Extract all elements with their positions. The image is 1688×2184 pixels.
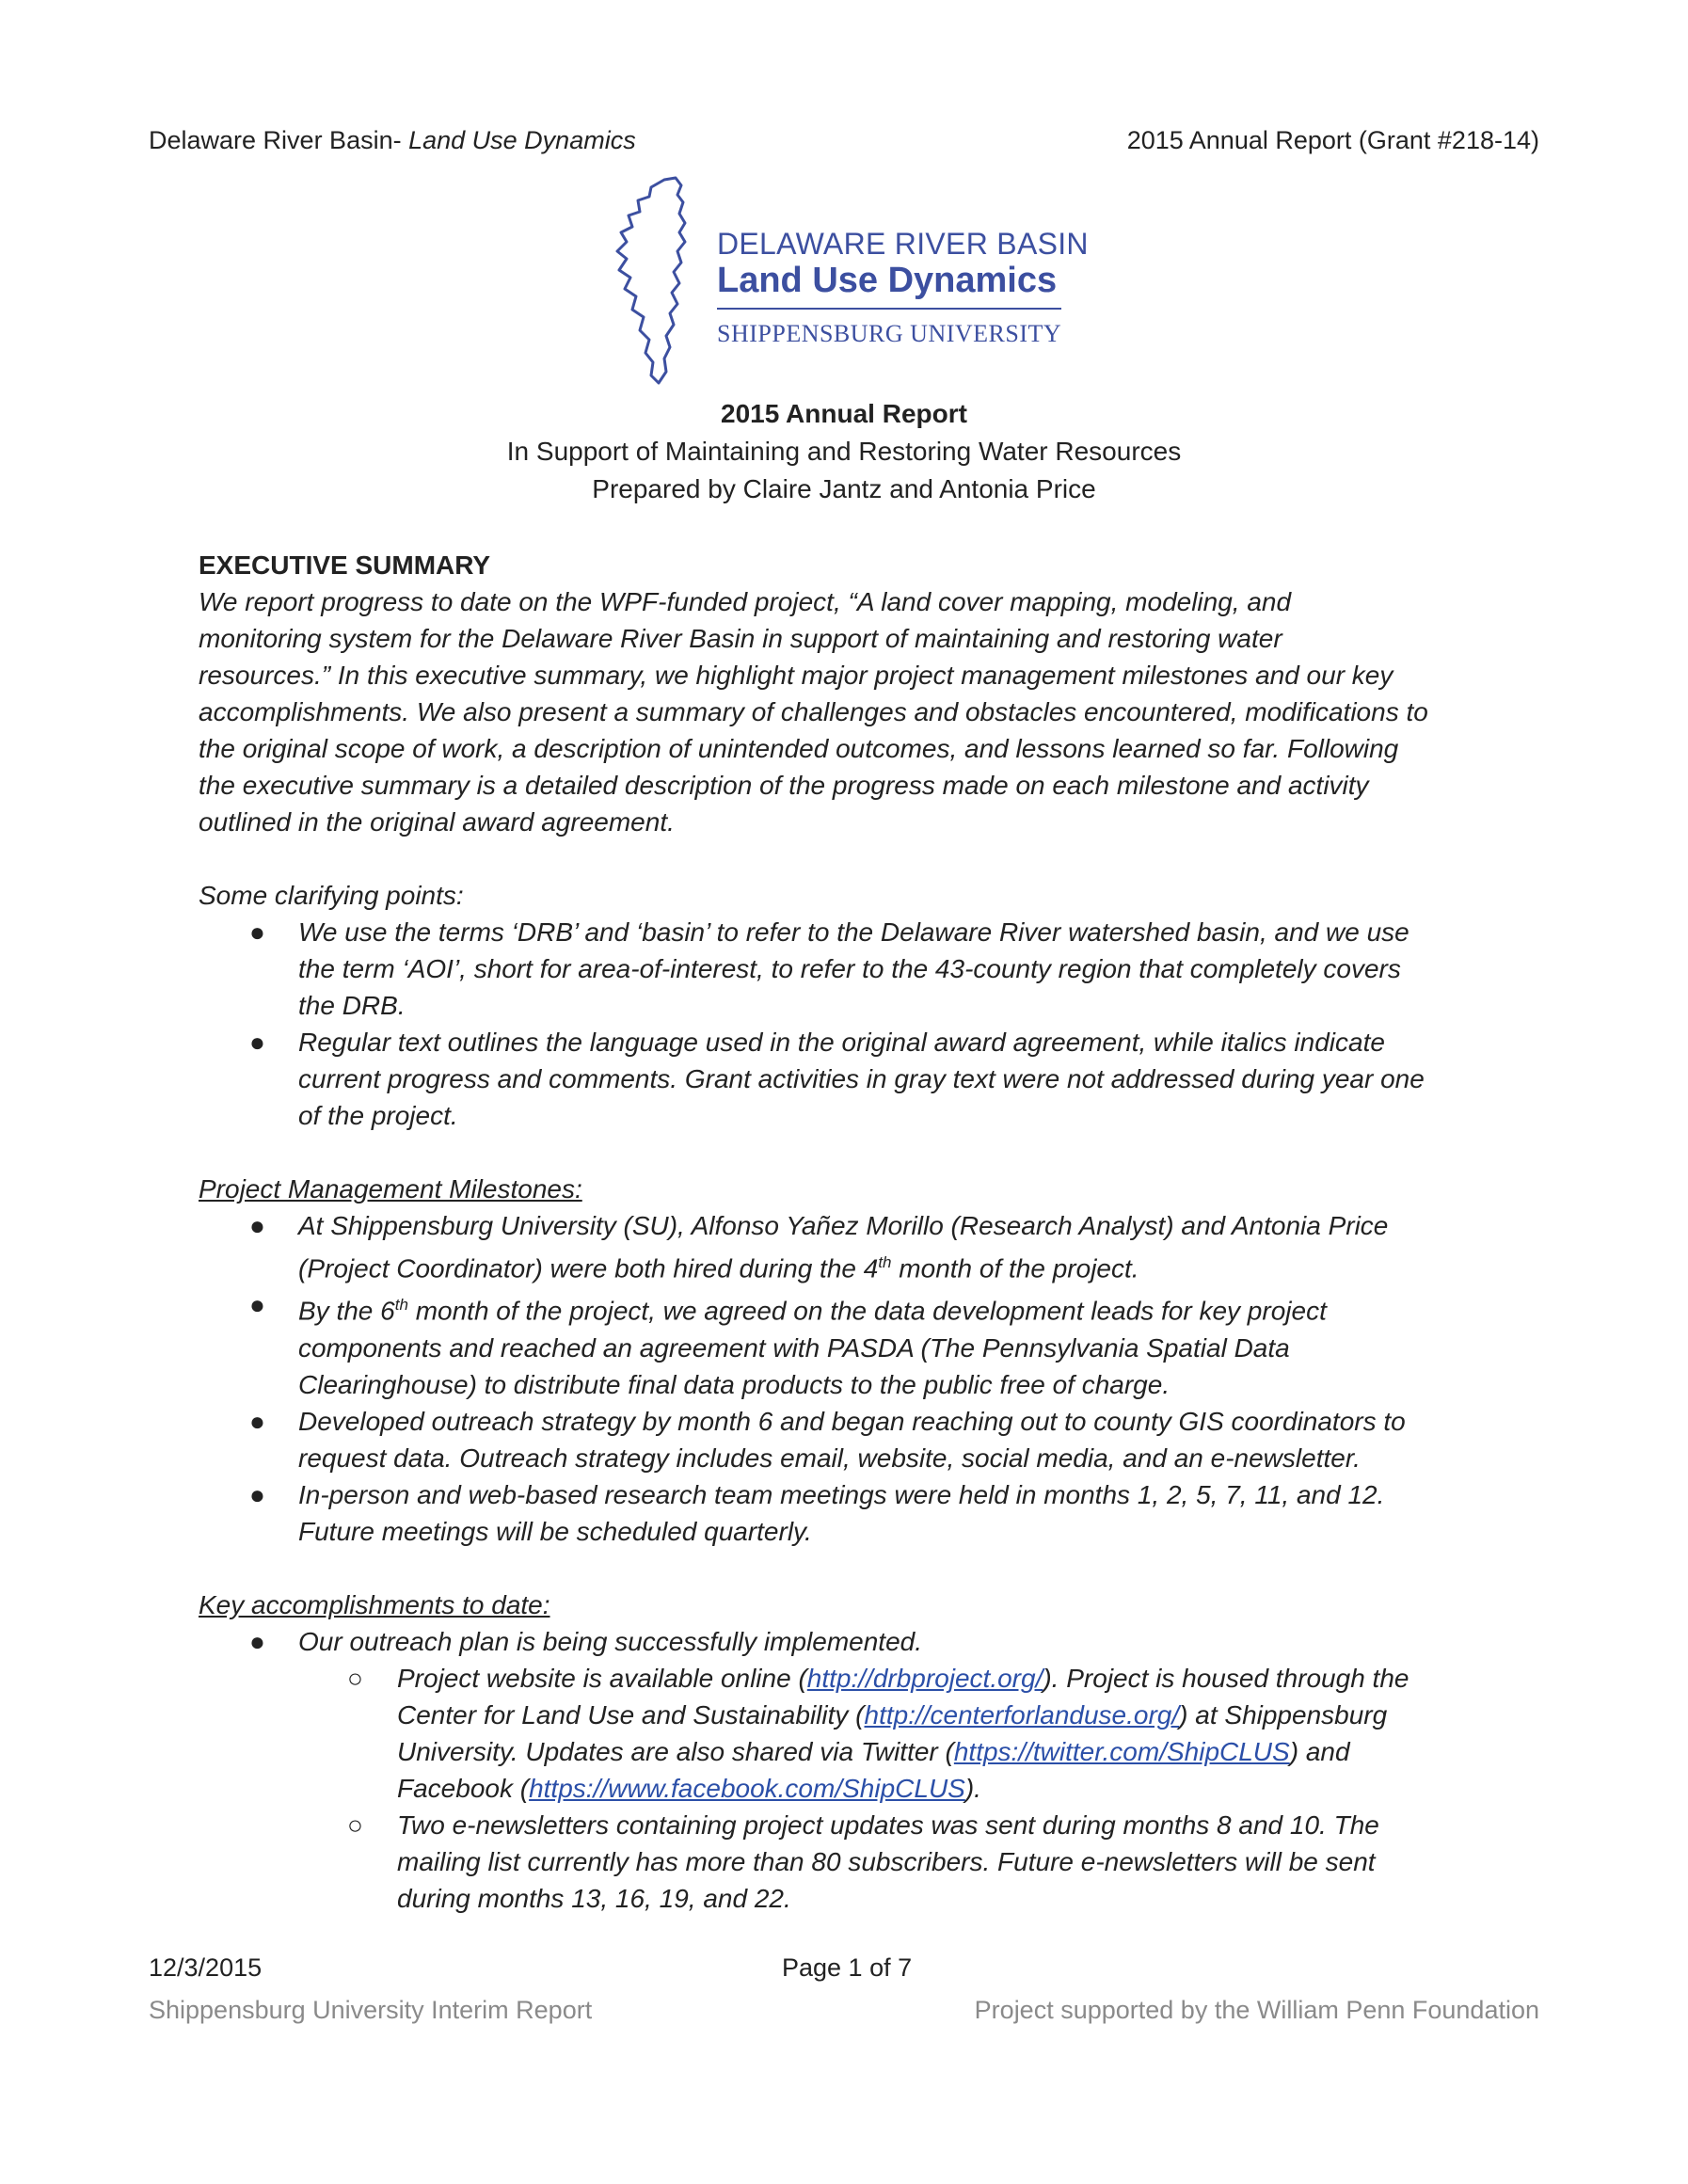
delaware-basin-outline-icon xyxy=(610,174,713,391)
logo-divider xyxy=(717,308,1061,310)
list-item: ● Developed outreach strategy by month 6 and began reaching out to county GIS coordinators to request data. Outreach strategy includes email, website, social media, and an e-newsletter. xyxy=(199,1403,1516,1476)
logo-line-1: DELAWARE RIVER BASIN xyxy=(717,227,1089,261)
running-header-right: 2015 Annual Report (Grant #218-14) xyxy=(1126,126,1539,154)
twitter-link[interactable]: https://twitter.com/ShipCLUS xyxy=(953,1736,1290,1766)
bullet-icon: ● xyxy=(249,1406,265,1436)
milestones-heading: Project Management Milestones: xyxy=(199,1174,582,1204)
project-logo xyxy=(610,174,1089,391)
report-title: 2015 Annual Report xyxy=(721,399,967,428)
logo-line-2: Land Use Dynamics xyxy=(717,261,1058,300)
bullet-icon: ● xyxy=(249,1028,265,1057)
bullet-icon: ● xyxy=(249,1290,265,1320)
report-subtitle: In Support of Maintaining and Restoring Water Resources xyxy=(506,437,1182,466)
report-body xyxy=(199,547,1516,1917)
centerforlanduse-link[interactable]: http://centerforlanduse.org/ xyxy=(864,1699,1180,1730)
accomplishments-heading: Key accomplishments to date: xyxy=(199,1589,550,1619)
list-item: ○ Project website is available online (http://drbproject.org/). Project is housed through the Center for Land Use and Sustainability (http://centerforlanduse.org/) at Shippensburg University. Updates are also shared via Twitter (https://twitter.com/ShipCLUS) and Facebook (https://www.facebook.com/ShipCLUS). xyxy=(199,1660,1516,1807)
list-item: ● In-person and web-based research team meetings were held in months 1, 2, 5, 7, 11, and 12. Future meetings will be scheduled quarterly. xyxy=(199,1476,1516,1550)
executive-summary-heading: EXECUTIVE SUMMARY xyxy=(199,550,491,580)
logo-line-3: SHIPPENSBURG UNIVERSITY xyxy=(717,320,1062,347)
footer-left-note: Shippensburg University Interim Report xyxy=(149,1996,593,2024)
clarifying-points-heading: Some clarifying points: xyxy=(199,881,464,910)
footer-date: 12/3/2015 xyxy=(149,1953,263,1982)
bullet-icon: ● xyxy=(249,917,265,947)
circle-bullet-icon: ○ xyxy=(347,1663,363,1693)
executive-summary-text: We report progress to date on the WPF-funded project, “A land cover mapping, modeling, and monitoring system for the Delaware River Basin in support of maintaining and restoring water resources.” In this executive summary, we highlight major project management milestones and our key accomplishments. We also present a summary of challenges and obstacles encountered, modifications to the original scope of work, a description of unintended outcomes, and lessons learned so far. Following the executive summary is a detailed description of the progress made on each milestone and activity outlined in the original award agreement. xyxy=(199,587,1428,837)
list-item: ● By the 6th month of the project, we agreed on the data development leads for key project components and reached an agreement with PASDA (The Pennsylvania Spatial Data Clearinghouse) to distribute final data products to the public free of charge. xyxy=(199,1286,1516,1402)
bullet-icon: ● xyxy=(249,1626,265,1656)
list-item: ○ Two e-newsletters containing project updates was sent during months 8 and 10. The mailing list currently has more than 80 subscribers. Future e-newsletters will be sent during months 13, 16, 19, and 22. xyxy=(199,1807,1516,1917)
report-title-block xyxy=(0,395,1688,508)
circle-bullet-icon: ○ xyxy=(347,1809,363,1840)
bullet-icon: ● xyxy=(249,1211,265,1240)
list-item: ● Our outreach plan is being successfully implemented. xyxy=(199,1623,1516,1660)
list-item: ● We use the terms ‘DRB’ and ‘basin’ to refer to the Delaware River watershed basin, and we use the term ‘AOI’, short for area-of-interest, to refer to the 43-county region that completely covers the DRB. xyxy=(199,914,1516,1024)
list-item: ● At Shippensburg University (SU), Alfonso Yañez Morillo (Research Analyst) and Antonia Price (Project Coordinator) were both hired during the 4th month of the project. xyxy=(199,1207,1516,1286)
running-header-left: Delaware River Basin- Land Use Dynamics xyxy=(149,126,636,154)
report-authors: Prepared by Claire Jantz and Antonia Price xyxy=(592,474,1096,503)
footer-page-number: Page 1 of 7 xyxy=(782,1953,913,1982)
list-item: ● Regular text outlines the language used in the original award agreement, while italics indicate current progress and comments. Grant activities in gray text were not addressed during year one of the project. xyxy=(199,1024,1516,1134)
drbproject-link[interactable]: http://drbproject.org/ xyxy=(806,1663,1043,1693)
facebook-link[interactable]: https://www.facebook.com/ShipCLUS xyxy=(529,1773,965,1803)
footer-right-note: Project supported by the William Penn Foundation xyxy=(974,1996,1539,2024)
bullet-icon: ● xyxy=(249,1479,265,1509)
